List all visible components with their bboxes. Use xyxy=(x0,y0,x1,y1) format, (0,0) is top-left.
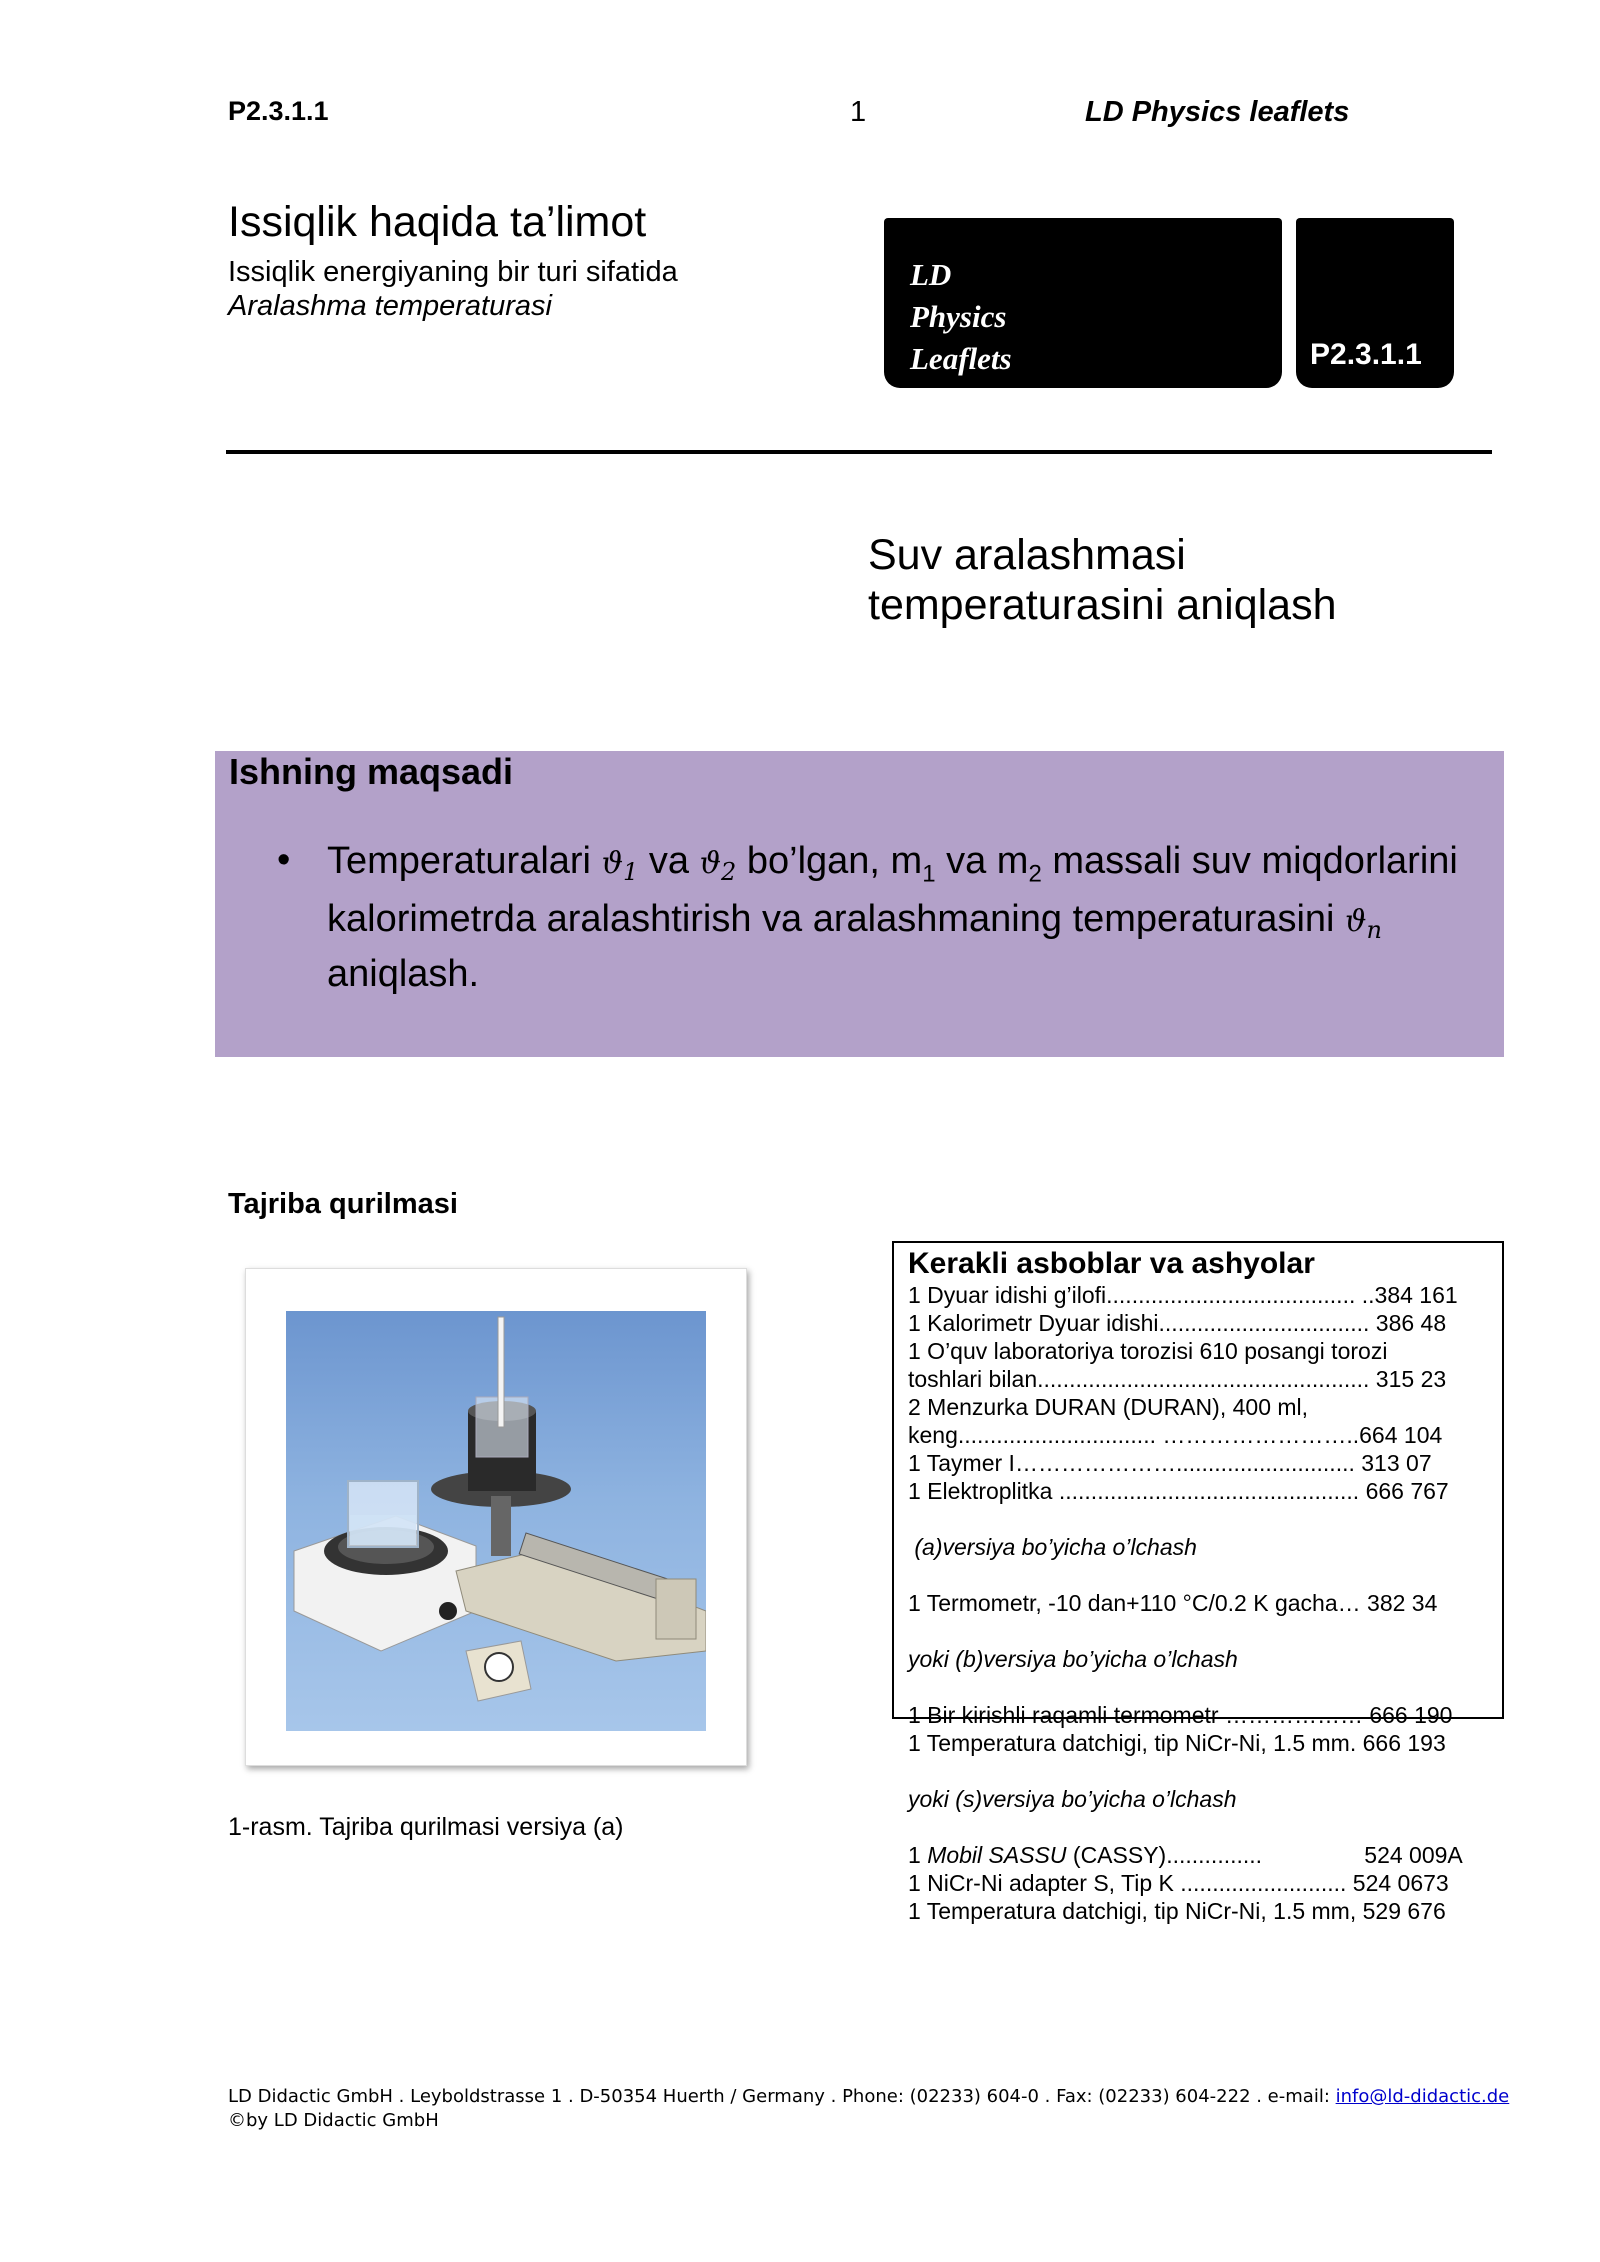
logo-code-text: P2.3.1.1 xyxy=(1310,338,1422,371)
experiment-title xyxy=(868,530,1468,630)
footer-address xyxy=(228,2086,1509,2107)
header-series: LD Physics leaflets xyxy=(1085,96,1350,128)
equipment-item: 1 Temperatura datchigi, tip NiCr-Ni, 1.5 mm, 529 676 xyxy=(908,1898,1446,1924)
logo-line-ld: LD xyxy=(910,257,952,292)
aim-text xyxy=(327,839,1487,996)
version-c-heading: yoki (s)versiya bo’yicha o’lchash xyxy=(908,1786,1237,1812)
equipment-item: toshlari bilan.................................................... 315 23 xyxy=(908,1366,1447,1392)
header-divider xyxy=(226,450,1492,454)
aim-section xyxy=(215,751,1504,1057)
aim-text-part1: Temperaturalari xyxy=(327,840,591,882)
setup-photo xyxy=(286,1311,706,1731)
topic-subtitle-italic: Aralashma temperaturasi xyxy=(228,290,552,322)
equipment-item: 1 O’quv laboratoriya torozisi 610 posangi torozi xyxy=(908,1338,1388,1364)
equipment-item: 1 NiCr-Ni adapter S, Tip K .......................... 524 0673 xyxy=(908,1870,1449,1896)
ld-physics-leaflets-logo xyxy=(884,218,1282,388)
apparatus-illustration xyxy=(286,1311,706,1731)
aim-text-va: va xyxy=(648,840,689,882)
footer-address-text: LD Didactic GmbH . Leyboldstrasse 1 . D-50354 Huerth / Germany . Phone: (02233) 604-0 . Fax: (02233) 604-222 . e-mail: xyxy=(228,2086,1336,2107)
version-b-heading: yoki (b)versiya bo’yicha o’lchash xyxy=(908,1646,1238,1672)
footer-copyright: ©by LD Didactic GmbH xyxy=(228,2110,439,2131)
equipment-item: 1 Dyuar idishi g’ilofi....................................... ..384 161 xyxy=(908,1282,1458,1308)
aim-heading: Ishning maqsadi xyxy=(229,751,514,792)
equipment-item: 1 Temperatura datchigi, tip NiCr-Ni, 1.5 mm. 666 193 xyxy=(908,1730,1446,1756)
equipment-item: 1 Elektroplitka ............................................... 666 767 xyxy=(908,1478,1449,1504)
thetan-symbol: $ϑ_n$ xyxy=(1345,903,1382,944)
setup-heading: Tajriba qurilmasi xyxy=(228,1188,458,1220)
equipment-item: 2 Menzurka DURAN (DURAN), 400 ml, xyxy=(908,1394,1309,1420)
equipment-item: 1 Bir kirishli raqamli termometr ……………… 666 190 xyxy=(908,1702,1453,1728)
experiment-title-line1: Suv aralashmasi xyxy=(868,531,1186,579)
equipment-list-box xyxy=(892,1241,1504,1924)
topic-subtitle: Issiqlik energiyaning bir turi sifatida xyxy=(228,256,678,288)
aim-text-part3: va m xyxy=(946,840,1029,882)
m2-subscript: 2 xyxy=(1028,860,1042,888)
equipment-item: 1 Kalorimetr Dyuar idishi................................. 386 48 xyxy=(908,1310,1447,1336)
aim-text-part5: aniqlash. xyxy=(327,952,480,995)
topic-title: Issiqlik haqida ta’limot xyxy=(228,198,647,246)
theta1-symbol: $ϑ_1$ xyxy=(601,846,639,886)
footer-email-link[interactable]: info@ld-didactic.de xyxy=(1335,2086,1510,2107)
equipment-item: keng............................... ……………………..664 104 xyxy=(908,1422,1443,1448)
logo-line-physics: Physics xyxy=(910,299,1007,334)
theta2-symbol: $ϑ_2$ xyxy=(699,846,737,886)
version-a-heading: (a)versiya bo’yicha o’lchash xyxy=(908,1534,1197,1560)
equipment-item: 1 Mobil SASSU (CASSY)............... 524 009A xyxy=(908,1842,1463,1868)
header-code: P2.3.1.1 xyxy=(228,96,329,126)
aim-text-part2: bo’lgan, m xyxy=(746,840,923,882)
equipment-item: 1 Taymer I…………………............................ 313 07 xyxy=(908,1450,1432,1476)
figure-caption: 1-rasm. Tajriba qurilmasi versiya (a) xyxy=(228,1813,624,1841)
m1-subscript: 1 xyxy=(922,860,936,888)
logo-code-badge xyxy=(1296,218,1454,388)
equipment-title: Kerakli asboblar va ashyolar xyxy=(908,1247,1315,1280)
aim-bullet: • xyxy=(277,839,291,881)
experiment-title-line2: temperaturasini aniqlash xyxy=(868,581,1337,629)
equipment-item: 1 Termometr, -10 dan+110 °C/0.2 K gacha… 382 34 xyxy=(908,1590,1438,1616)
logo-line-leaflets: Leaflets xyxy=(910,341,1012,376)
page-number: 1 xyxy=(850,96,867,128)
setup-photo-frame xyxy=(245,1268,747,1766)
aim-text-part4: massali suv miqdorlarini kalorimetrda aralashtirish va aralashmaning temperaturasini xyxy=(327,840,1458,940)
